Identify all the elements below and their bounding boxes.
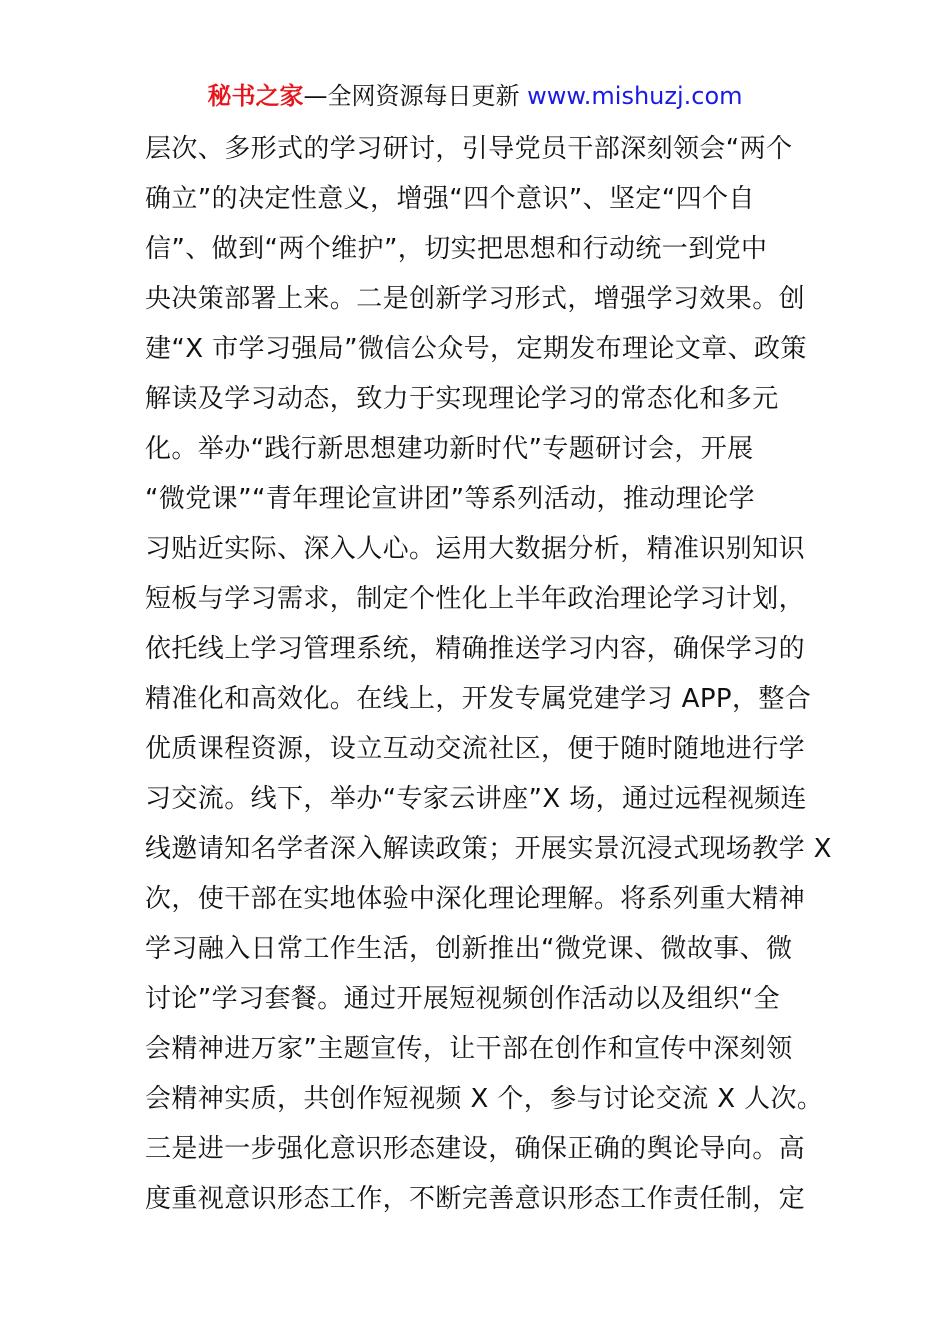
text-line: 习交流。线下，举办“专家云讲座”X 场，通过远程视频连 — [145, 784, 807, 814]
text-line: 三是进一步强化意识形态建设，确保正确的舆论导向。高 — [145, 1134, 806, 1164]
text-line: 解读及学习动态，致力于实现理论学习的常态化和多元 — [145, 384, 779, 414]
text-line: “微党课”“青年理论宣讲团”等系列活动，推动理论学 — [145, 484, 755, 514]
text-line: 度重视意识形态工作，不断完善意识形态工作责任制，定 — [145, 1184, 806, 1214]
site-url-link[interactable]: www.mishuzj.com — [527, 82, 743, 110]
text-line: 建“X 市学习强局”微信公众号，定期发布理论文章、政策 — [145, 334, 807, 364]
text-line: 化。举办“践行新思想建功新时代”专题研讨会，开展 — [145, 434, 754, 464]
text-line: 优质课程资源，设立互动交流社区，便于随时随地进行学 — [145, 734, 806, 764]
text-line: 习贴近实际、深入人心。运用大数据分析，精准识别知识 — [145, 534, 806, 564]
site-tagline: —全网资源每日更新 — [303, 82, 528, 110]
text-line: 确立”的决定性意义，增强“四个意识”、坚定“四个自 — [145, 184, 755, 214]
text-line: 依托线上学习管理系统，精确推送学习内容，确保学习的 — [145, 634, 806, 664]
text-line: 会精神进万家”主题宣传，让干部在创作和宣传中深刻领 — [145, 1034, 793, 1064]
text-line: 会精神实质，共创作短视频 X 个，参与讨论交流 X 人次。 — [145, 1084, 824, 1114]
text-line: 线邀请知名学者深入解读政策；开展实景沉浸式现场教学 X — [145, 834, 832, 864]
text-line: 讨论”学习套餐。通过开展短视频创作活动以及组织“全 — [145, 984, 780, 1014]
document-body — [145, 124, 832, 1224]
site-brand: 秘书之家 — [207, 82, 304, 110]
text-line: 精准化和高效化。在线上，开发专属党建学习 APP，整合 — [145, 684, 812, 714]
text-line: 层次、多形式的学习研讨，引导党员干部深刻领会“两个 — [145, 134, 793, 164]
text-line: 次，使干部在实地体验中深化理论理解。将系列重大精神 — [145, 884, 806, 914]
text-line: 信”、做到“两个维护”，切实把思想和行动统一到党中 — [145, 234, 768, 264]
text-line: 学习融入日常工作生活，创新推出“微党课、微故事、微 — [145, 934, 793, 964]
site-header — [0, 80, 950, 112]
text-line: 央决策部署上来。二是创新学习形式，增强学习效果。创 — [145, 284, 806, 314]
text-line: 短板与学习需求，制定个性化上半年政治理论学习计划， — [145, 584, 806, 614]
